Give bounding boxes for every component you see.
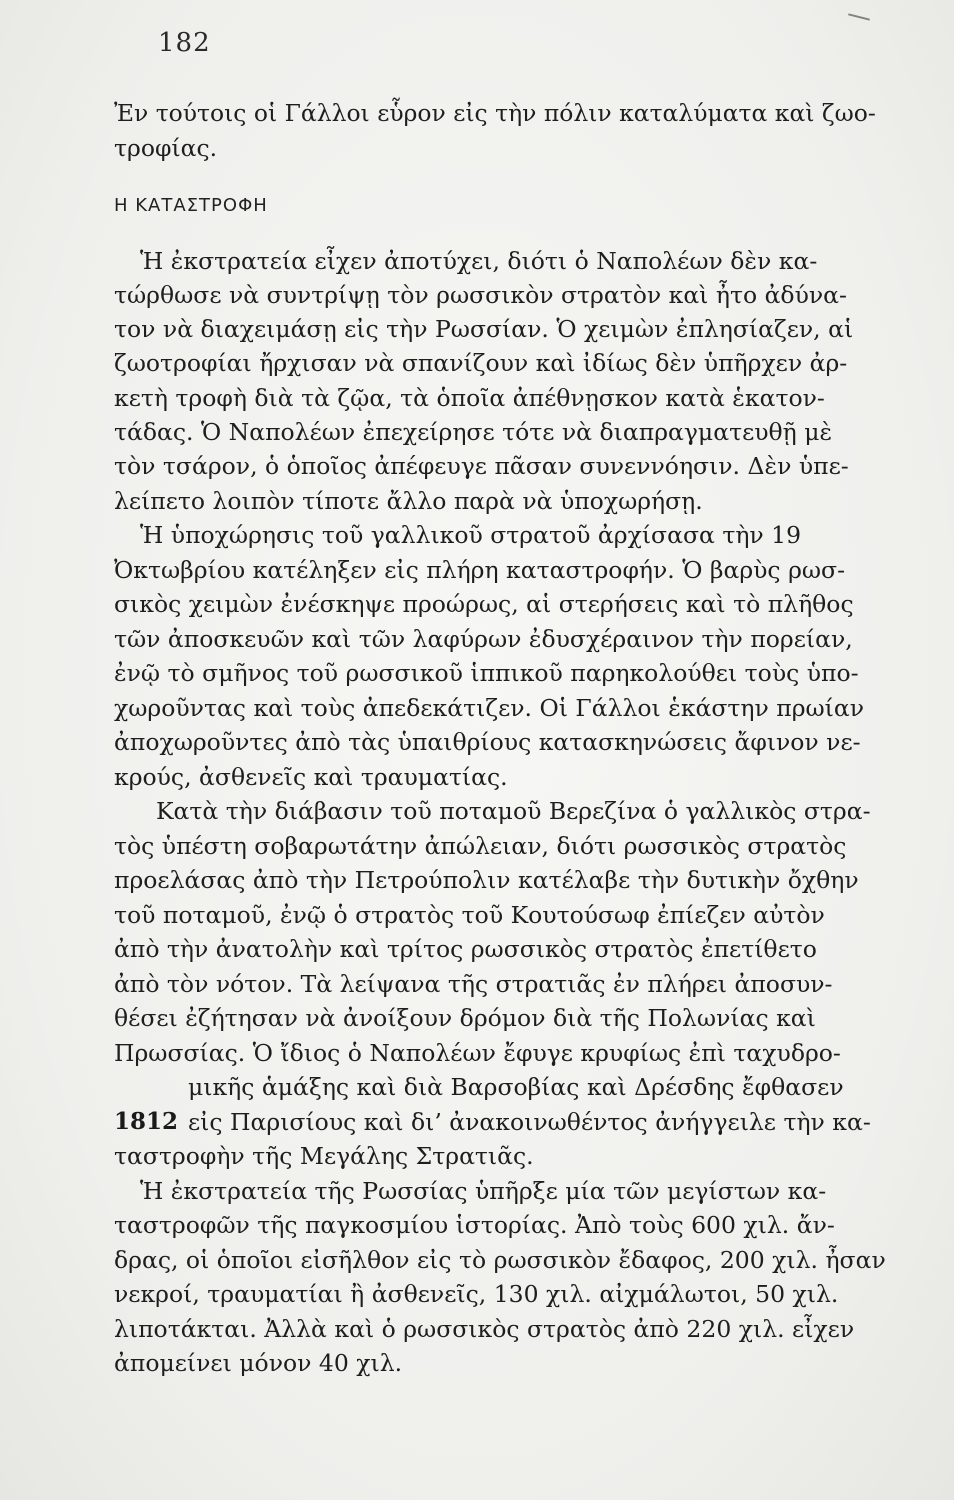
section-heading: Η ΚΑΤΑΣΤΡΟΦΗ xyxy=(114,195,268,216)
text-line: Ἡ ἐκστρατεία εἶχεν ἀποτύχει, διότι ὁ Ναπολέων δὲν κα- xyxy=(140,247,818,275)
text-line: λιποτάκται. Ἀλλὰ καὶ ὁ ρωσσικὸς στρατὸς ἀπὸ 220 χιλ. εἶχεν xyxy=(114,1315,855,1343)
text-line: ἀπὸ τὸν νότον. Τὰ λείψανα τῆς στρατιᾶς ἐν πλήρει ἀποσυν- xyxy=(114,970,833,998)
text-line: τον νὰ διαχειμάσῃ εἰς τὴν Ρωσσίαν. Ὁ χειμὼν ἐπλησίαζεν, αἱ xyxy=(114,315,854,343)
text-line: τῶν ἀποσκευῶν καὶ τῶν λαφύρων ἐδυσχέραινον τὴν πορείαν, xyxy=(114,625,853,653)
text-line: κετὴ τροφὴ διὰ τὰ ζῷα, τὰ ὁποῖα ἀπέθνῃσκον κατὰ ἑκατον- xyxy=(114,384,825,412)
text-line: Ἡ ὑποχώρησις τοῦ γαλλικοῦ στρατοῦ ἀρχίσασα τὴν 19 xyxy=(140,521,802,549)
text-line: τάδας. Ὁ Ναπολέων ἐπεχείρησε τότε νὰ διαπραγματευθῇ μὲ xyxy=(114,418,833,446)
text-line: Ἡ ἐκστρατεία τῆς Ρωσσίας ὑπῆρξε μία τῶν μεγίστων κα- xyxy=(140,1177,827,1205)
page-number: 182 xyxy=(158,28,211,58)
intro-line-1: Ἐν τούτοις οἱ Γάλλοι εὗρον εἰς τὴν πόλιν καταλύματα καὶ ζωο- xyxy=(114,99,876,127)
intro-line-2: τροφίας. xyxy=(114,134,218,162)
text-line: Πρωσσίας. Ὁ ἴδιος ὁ Ναπολέων ἔφυγε κρυφίως ἐπὶ ταχυδρο- xyxy=(114,1039,841,1067)
text-line: ταστροφῶν τῆς παγκοσμίου ἱστορίας. Ἀπὸ τοὺς 600 χιλ. ἄν- xyxy=(114,1211,835,1239)
text-line: τὸν τσάρον, ὁ ὁποῖος ἀπέφευγε πᾶσαν συνεννόησιν. Δὲν ὑπε- xyxy=(114,452,849,480)
margin-year-note: 1812 xyxy=(114,1108,179,1135)
text-line: ἀποχωροῦντες ἀπὸ τὰς ὑπαιθρίους κατασκηνώσεις ἄφινον νε- xyxy=(114,728,861,756)
text-line: δρας, οἱ ὁποῖοι εἰσῆλθον εἰς τὸ ρωσσικὸν ἔδαφος, 200 χιλ. ἦσαν xyxy=(114,1246,886,1274)
text-line: λείπετο λοιπὸν τίποτε ἄλλο παρὰ νὰ ὑποχωρήσῃ. xyxy=(114,487,703,515)
text-line: ταστροφὴν τῆς Μεγάλης Στρατιᾶς. xyxy=(114,1142,534,1170)
text-line: χωροῦντας καὶ τοὺς ἀπεδεκάτιζεν. Οἱ Γάλλοι ἑκάστην πρωίαν xyxy=(114,694,865,722)
text-line: σικὸς χειμὼν ἐνέσκηψε προώρως, αἱ στερήσεις καὶ τὸ πλῆθος xyxy=(114,590,854,618)
text-line: τὸς ὑπέστη σοβαρωτάτην ἀπώλειαν, διότι ρωσσικὸς στρατὸς xyxy=(114,832,847,860)
text-line: νεκροί, τραυματίαι ἢ ἀσθενεῖς, 130 χιλ. αἰχμάλωτοι, 50 χιλ. xyxy=(114,1280,839,1308)
text-line: κρούς, ἀσθενεῖς καὶ τραυματίας. xyxy=(114,763,508,791)
text-line: ἀπομείνει μόνον 40 χιλ. xyxy=(114,1349,403,1377)
text-line: Κατὰ τὴν διάβασιν τοῦ ποταμοῦ Βερεζίνα ὁ γαλλικὸς στρα- xyxy=(156,797,871,825)
text-line: προελάσας ἀπὸ τὴν Πετρούπολιν κατέλαβε τὴν δυτικὴν ὄχθην xyxy=(114,866,859,894)
text-line: εἰς Παρισίους καὶ δι’ ἀνακοινωθέντος ἀνήγγειλε τὴν κα- xyxy=(188,1108,871,1136)
text-line: θέσει ἐζήτησαν νὰ ἀνοίξουν δρόμον διὰ τῆς Πολωνίας καὶ xyxy=(114,1004,816,1032)
page-mark xyxy=(848,13,870,20)
text-line: ἐνῷ τὸ σμῆνος τοῦ ρωσσικοῦ ἱππικοῦ παρηκολούθει τοὺς ὑπο- xyxy=(114,659,859,687)
text-line: Ὀκτωβρίου κατέληξεν εἰς πλήρη καταστροφήν. Ὁ βαρὺς ρωσ- xyxy=(114,556,846,584)
text-line: ἀπὸ τὴν ἀνατολὴν καὶ τρίτος ρωσσικὸς στρατὸς ἐπετίθετο xyxy=(114,935,817,963)
text-line: τώρθωσε νὰ συντρίψῃ τὸν ρωσσικὸν στρατὸν καὶ ἦτο ἀδύνα- xyxy=(114,281,847,309)
text-line: ζωοτροφίαι ἤρχισαν νὰ σπανίζουν καὶ ἰδίως δὲν ὑπῆρχεν ἀρ- xyxy=(114,349,848,377)
text-line: μικῆς ἁμάξης καὶ διὰ Βαρσοβίας καὶ Δρέσδης ἔφθασεν xyxy=(188,1073,844,1101)
text-line: τοῦ ποταμοῦ, ἐνῷ ὁ στρατὸς τοῦ Κουτούσωφ ἐπίεζεν αὐτὸν xyxy=(114,901,825,929)
